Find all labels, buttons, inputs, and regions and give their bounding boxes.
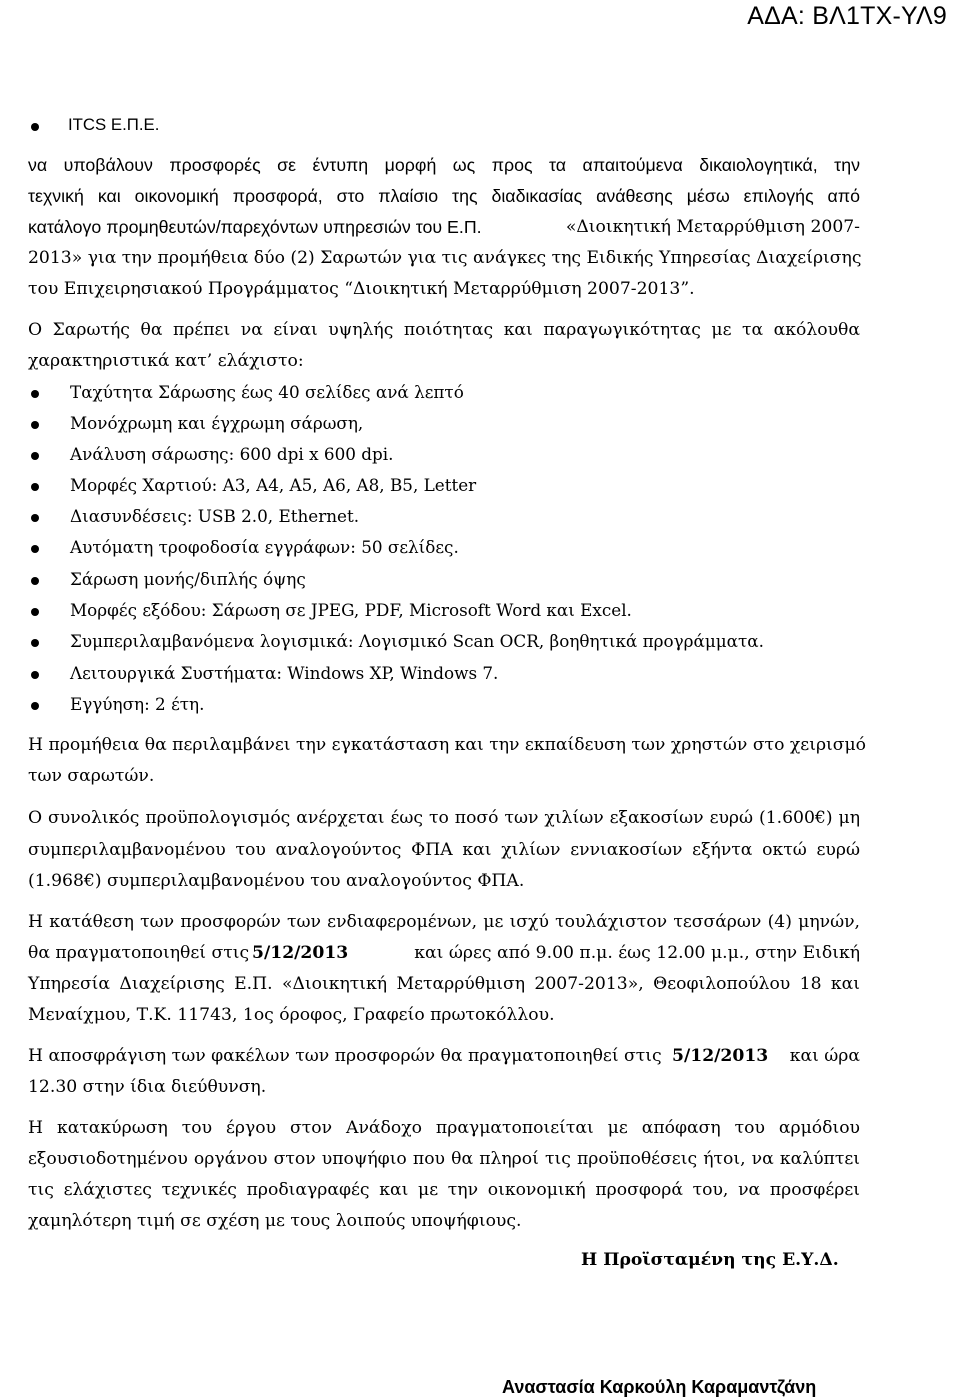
bullet-icon bbox=[31, 390, 39, 398]
bullet-icon bbox=[31, 452, 39, 460]
bullet-icon bbox=[31, 483, 39, 491]
install-line-1: Η προμήθεια θα περιλαμβάνει την εγκατάσταση και την εκπαίδευση των χρηστών στο χειρισμό bbox=[28, 735, 867, 755]
opening-date: 5/12/2013 bbox=[672, 1046, 769, 1066]
signature-title: Η Προϊσταμένη της Ε.Υ.Δ. bbox=[581, 1250, 839, 1270]
intro-line-3: κατάλογο προμηθευτών/παρεχόντων υπηρεσιών του Ε.Π. «Διοικητική Μεταρρύθμιση 2007- bbox=[28, 217, 860, 237]
award-line-3: τις ελάχιστες τεχνικές προδιαγραφές και με την οικονομική προσφορά του, να προσφέρει bbox=[28, 1180, 860, 1200]
spec-intro-line-2: χαρακτηριστικά κατ’ ελάχιστο: bbox=[28, 351, 304, 371]
award-line-1: Η κατακύρωση του έργου στον Ανάδοχο πραγματοποιείται με απόφαση του αρμόδιου bbox=[28, 1118, 860, 1138]
submission-line-1: Η κατάθεση των προσφορών των ενδιαφερομένων, με ισχύ τουλάχιστον τεσσάρων (4) μηνών, bbox=[28, 912, 860, 932]
submission-line-4: Μεναίχμου, Τ.Κ. 11743, 1ος όροφος, Γραφείο πρωτοκόλλου. bbox=[28, 1005, 555, 1025]
intro-line-2: τεχνική και οικονομική προσφορά, στο πλαίσιο της διαδικασίας ανάθεσης μέσω επιλογής από bbox=[28, 186, 860, 206]
opening-line-2: 12.30 στην ίδια διεύθυνση. bbox=[28, 1077, 267, 1097]
bullet-icon bbox=[31, 514, 39, 522]
submission-date: 5/12/2013 bbox=[252, 943, 349, 963]
install-line-2: των σαρωτών. bbox=[28, 766, 155, 786]
intro-line-1: να υποβάλουν προσφορές σε έντυπη μορφή ως προς τα απαιτούμενα δικαιολογητικά, την bbox=[28, 155, 860, 175]
budget-line-2: συμπεριλαμβανομένου του αναλογούντος ΦΠΑ και χιλίων εννιακοσίων εξήντα οκτώ ευρώ bbox=[28, 840, 860, 860]
bullet-icon bbox=[31, 608, 39, 616]
intro-line-4: 2013» για την προμήθεια δύο (2) Σαρωτών για τις ανάγκες της Ειδικής Υπηρεσίας Διαχείρισης bbox=[28, 248, 862, 268]
bullet-icon bbox=[31, 639, 39, 647]
budget-line-3: (1.968€) συμπεριλαμβανομένου του αναλογούντος ΦΠΑ. bbox=[28, 871, 525, 891]
bullet-icon bbox=[31, 577, 39, 585]
bullet-icon bbox=[31, 702, 39, 710]
ada-code: ΑΔΑ: ΒΛ1ΤΧ-ΥΛ9 bbox=[747, 2, 947, 30]
bullet-icon bbox=[31, 545, 39, 553]
opening-line-1: Η αποσφράγιση των φακέλων των προσφορών θα πραγματοποιηθεί στις 5/12/2013 και ώρα bbox=[28, 1046, 860, 1066]
award-line-4: χαμηλότερη τιμή σε σχέση με τους λοιπούς υποψήφιους. bbox=[28, 1211, 522, 1231]
budget-line-1: Ο συνολικός προϋπολογισμός ανέρχεται έως το ποσό των χιλίων εξακοσίων ευρώ (1.600€) μη bbox=[28, 808, 860, 828]
bullet-icon bbox=[31, 123, 39, 131]
intro-line-5: του Επιχειρησιακού Προγράμματος “Διοικητική Μεταρρύθμιση 2007-2013”. bbox=[28, 279, 695, 299]
submission-line-2: θα πραγματοποιηθεί στις 5/12/2013 και ώρες από 9.00 π.μ. έως 12.00 μ.μ., στην Ειδική bbox=[28, 943, 860, 963]
signature-name: Αναστασία Καρκούλη Καραμαντζάνη bbox=[502, 1377, 817, 1397]
submission-line-3: Υπηρεσία Διαχείρισης Ε.Π. «Διοικητική Μεταρρύθμιση 2007-2013», Θεοφιλοπούλου 18 και bbox=[28, 974, 860, 994]
bullet-icon bbox=[31, 421, 39, 429]
award-line-2: εξουσιοδοτημένου οργάνου στον υποψήφιο που θα πληροί τις προϋποθέσεις ήτοι, να καλύπτει bbox=[28, 1149, 860, 1169]
bullet-icon bbox=[31, 671, 39, 679]
spec-intro-line-1: Ο Σαρωτής θα πρέπει να είναι υψηλής ποιότητας και παραγωγικότητας με τα ακόλουθα bbox=[28, 320, 860, 340]
